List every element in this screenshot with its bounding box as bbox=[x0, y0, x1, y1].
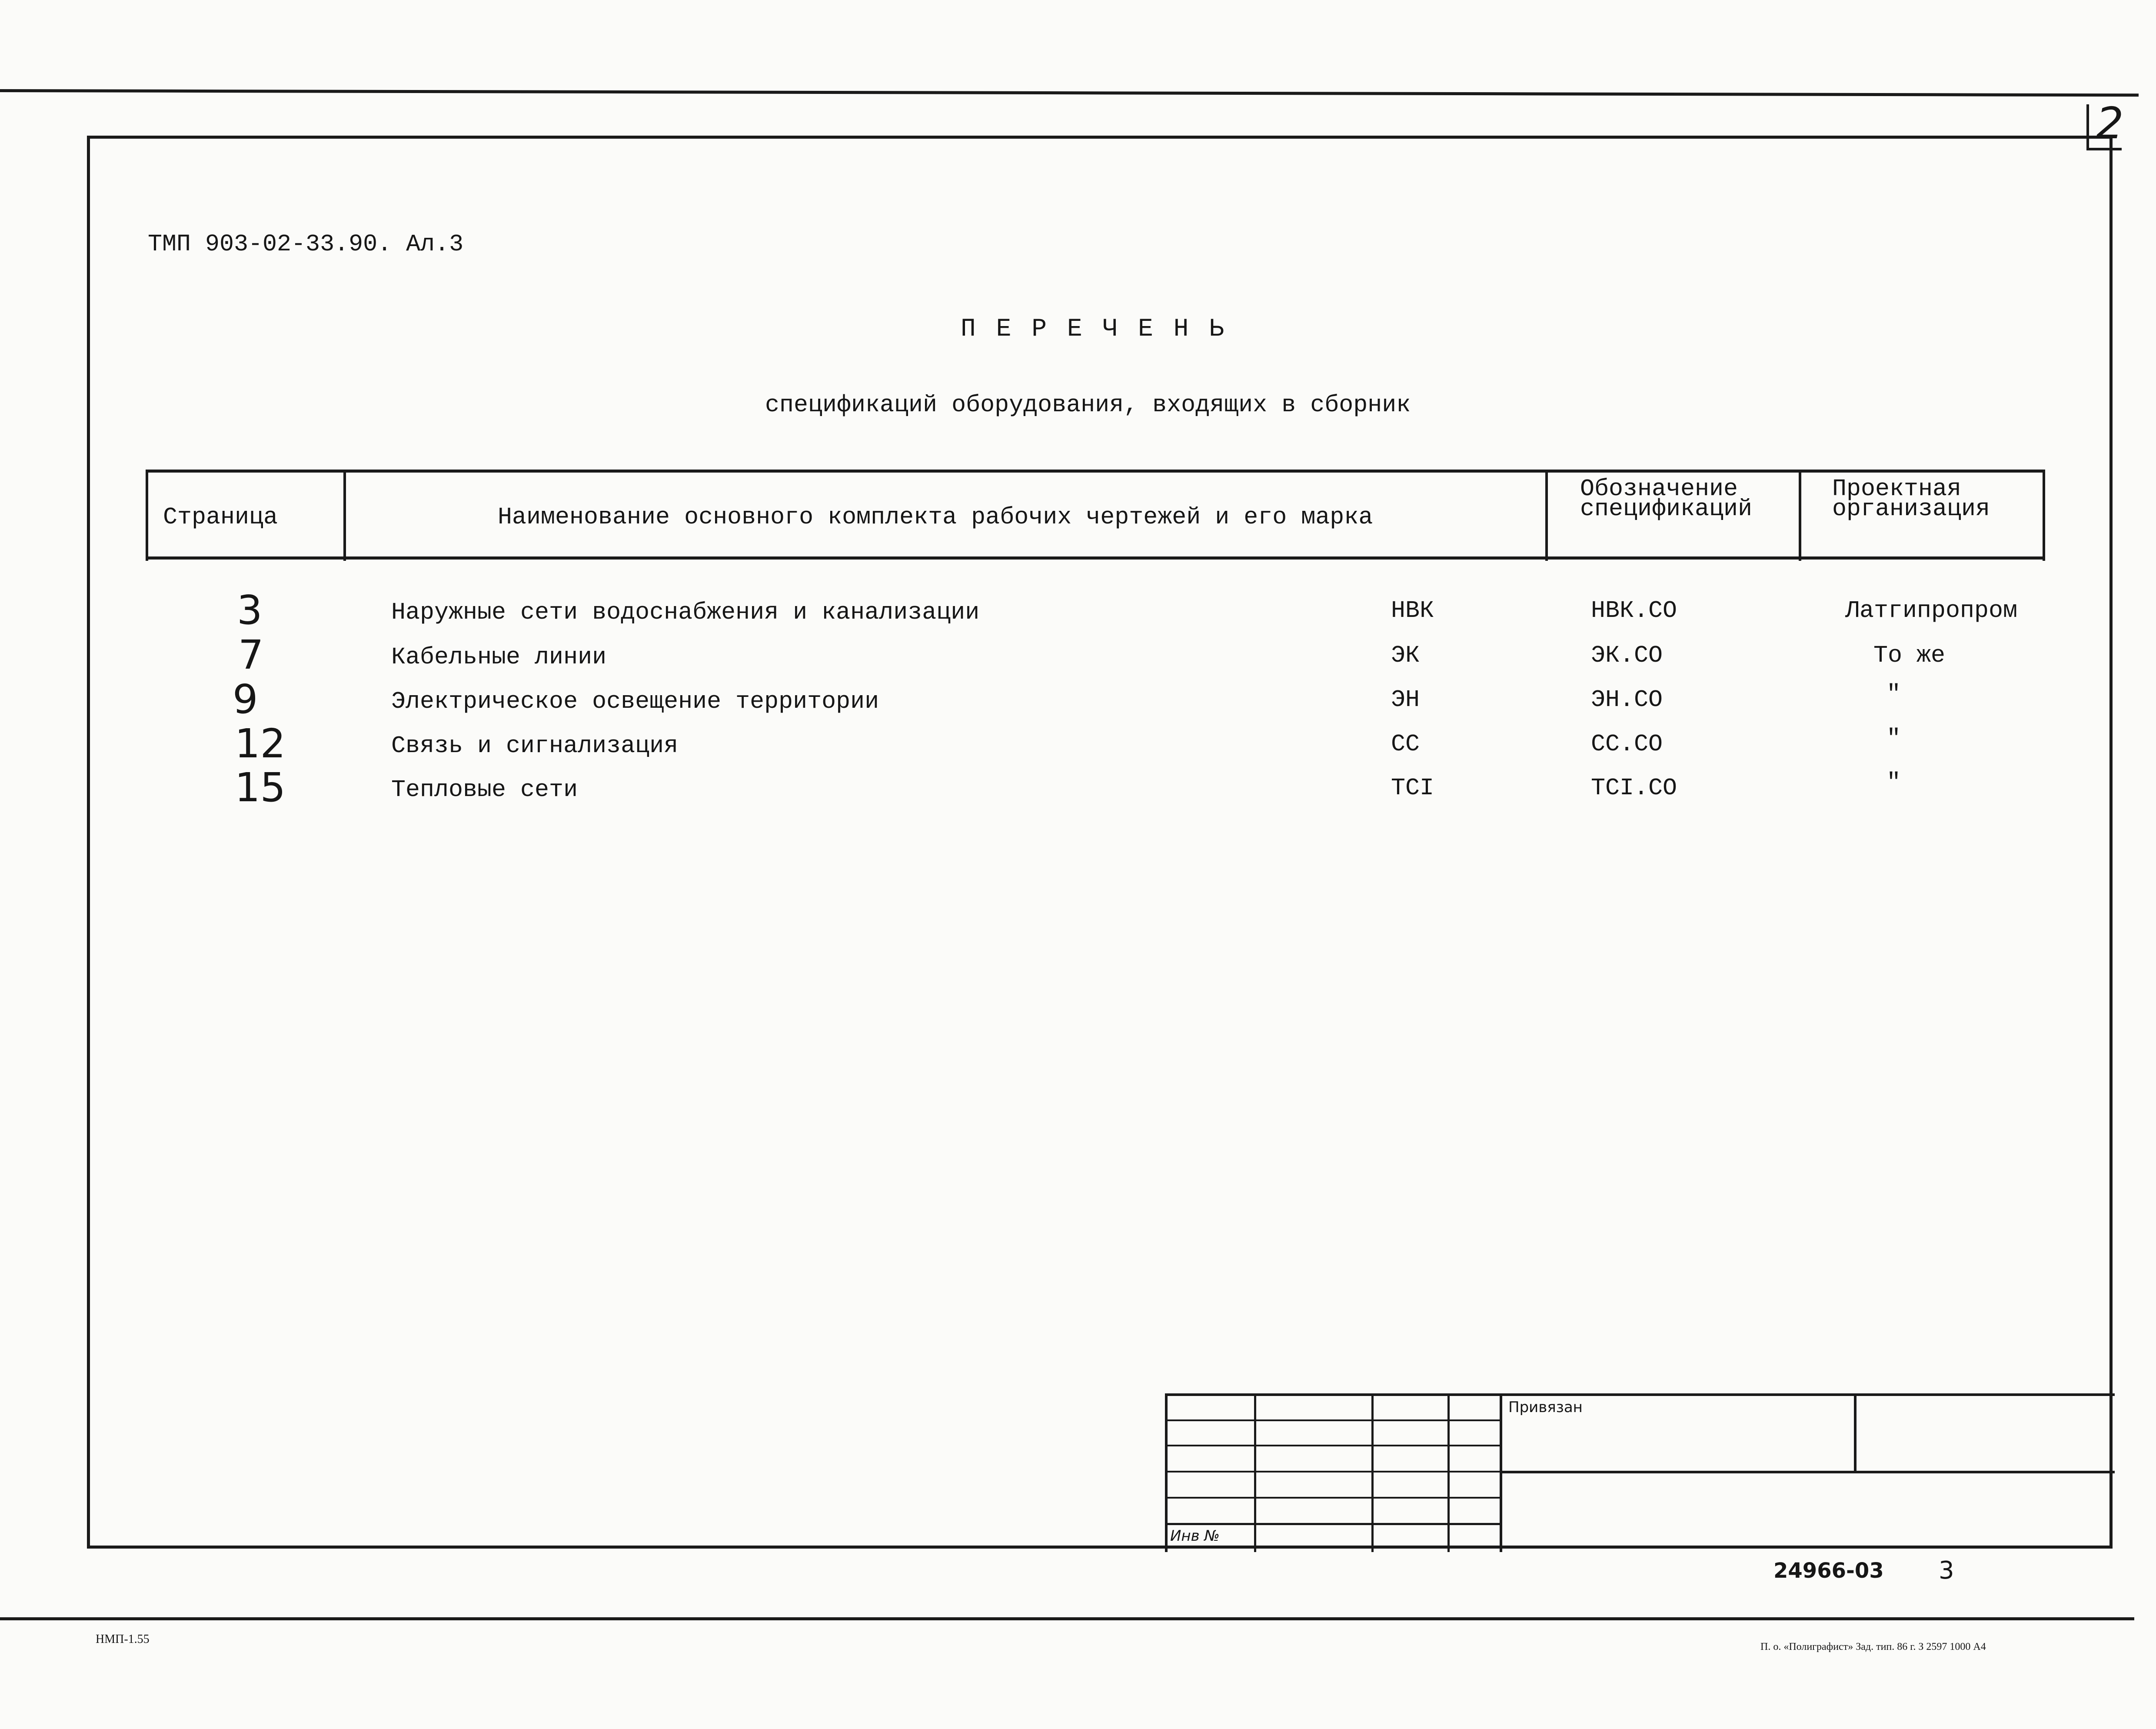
row-designation: СС.СО bbox=[1591, 730, 1663, 758]
row-mark: ЭК bbox=[1391, 642, 1420, 669]
table-row bbox=[0, 766, 2156, 810]
row-mark: СС bbox=[1391, 730, 1420, 758]
row-page: 9 bbox=[233, 676, 258, 723]
row-name: Электрическое освещение территории bbox=[391, 688, 879, 715]
row-name: Связь и сигнализация bbox=[391, 732, 679, 760]
row-page: 15 bbox=[235, 764, 286, 811]
row-organization: " bbox=[1886, 769, 1901, 796]
row-page: 3 bbox=[237, 587, 263, 633]
table-header bbox=[146, 470, 2045, 561]
title-block bbox=[1165, 1393, 2115, 1552]
document-code: ТМП 903-02-33.90. Ал.3 bbox=[148, 230, 464, 258]
drawing-frame bbox=[87, 136, 2113, 1549]
stamp-line bbox=[1165, 1497, 1502, 1499]
row-organization: Латгипропром bbox=[1845, 597, 2018, 624]
row-designation: ТСI.СО bbox=[1591, 774, 1677, 802]
table-row bbox=[0, 678, 2156, 722]
header-organization-line1: Проектная bbox=[1832, 475, 1962, 503]
row-mark: ТСI bbox=[1391, 774, 1434, 802]
row-page: 12 bbox=[235, 720, 286, 767]
header-designation bbox=[1580, 475, 1753, 523]
header-name: Наименование основного комплекта рабочих чертежей и его марка bbox=[498, 503, 1373, 531]
row-page: 7 bbox=[238, 632, 264, 678]
table-row bbox=[0, 589, 2156, 633]
inventory-label: Инв № bbox=[1170, 1527, 1220, 1545]
stamp-line bbox=[1371, 1393, 1374, 1552]
stamp-line bbox=[1447, 1393, 1450, 1552]
row-organization: " bbox=[1886, 680, 1901, 708]
column-divider bbox=[146, 470, 148, 561]
sheet-number: 2 bbox=[2096, 98, 2124, 149]
header-organization bbox=[1832, 475, 1990, 523]
stamp-line bbox=[1854, 1393, 1857, 1472]
bound-label: Привязан bbox=[1508, 1399, 1583, 1416]
row-organization: " bbox=[1886, 725, 1901, 752]
form-code: НМП-1.55 bbox=[96, 1632, 150, 1646]
stamp-line bbox=[1165, 1523, 1502, 1525]
stamp-line bbox=[1254, 1393, 1256, 1552]
page-title: П Е Р Е Ч Е Н Ь bbox=[961, 315, 1227, 343]
stamp-line bbox=[1165, 1471, 1502, 1472]
column-divider bbox=[343, 470, 346, 561]
table-row bbox=[0, 720, 2156, 767]
header-rule-bottom bbox=[146, 556, 2045, 560]
header-organization-line2: организация bbox=[1832, 495, 1990, 523]
stamp-line bbox=[1165, 1393, 2115, 1396]
row-designation: ЭК.СО bbox=[1591, 642, 1663, 669]
header-page: Страница bbox=[163, 503, 278, 531]
stamp-line bbox=[1165, 1445, 1502, 1446]
footer-page-number: 3 bbox=[1939, 1556, 1954, 1585]
page-subtitle: спецификаций оборудования, входящих в сборник bbox=[765, 391, 1411, 419]
stamp-line bbox=[1165, 1419, 1502, 1421]
sheet-trim-bottom bbox=[0, 1617, 2134, 1620]
header-rule-top bbox=[146, 470, 2045, 473]
stamp-line bbox=[1500, 1471, 2115, 1473]
stamp-line bbox=[1165, 1393, 1168, 1552]
row-organization: То же bbox=[1873, 642, 1946, 669]
row-name: Тепловые сети bbox=[391, 776, 578, 803]
table-row bbox=[0, 634, 2156, 677]
printer-note: П. о. «Полиграфист» Зад. тип. 86 г. З 2597 1000 А4 bbox=[1760, 1641, 1986, 1652]
row-designation: НВК.СО bbox=[1591, 597, 1677, 624]
header-designation-line2: спецификаций bbox=[1580, 495, 1753, 523]
column-divider bbox=[1545, 470, 1548, 561]
row-mark: НВК bbox=[1391, 597, 1434, 624]
header-designation-line1: Обозначение bbox=[1580, 475, 1738, 503]
column-divider bbox=[2043, 470, 2045, 561]
row-name: Наружные сети водоснабжения и канализации bbox=[391, 599, 980, 626]
column-divider bbox=[1799, 470, 1801, 561]
row-designation: ЭН.СО bbox=[1591, 686, 1663, 713]
row-mark: ЭН bbox=[1391, 686, 1420, 713]
archive-number: 24966-03 bbox=[1773, 1559, 1884, 1583]
row-name: Кабельные линии bbox=[391, 643, 607, 671]
sheet-trim-top bbox=[0, 89, 2139, 97]
